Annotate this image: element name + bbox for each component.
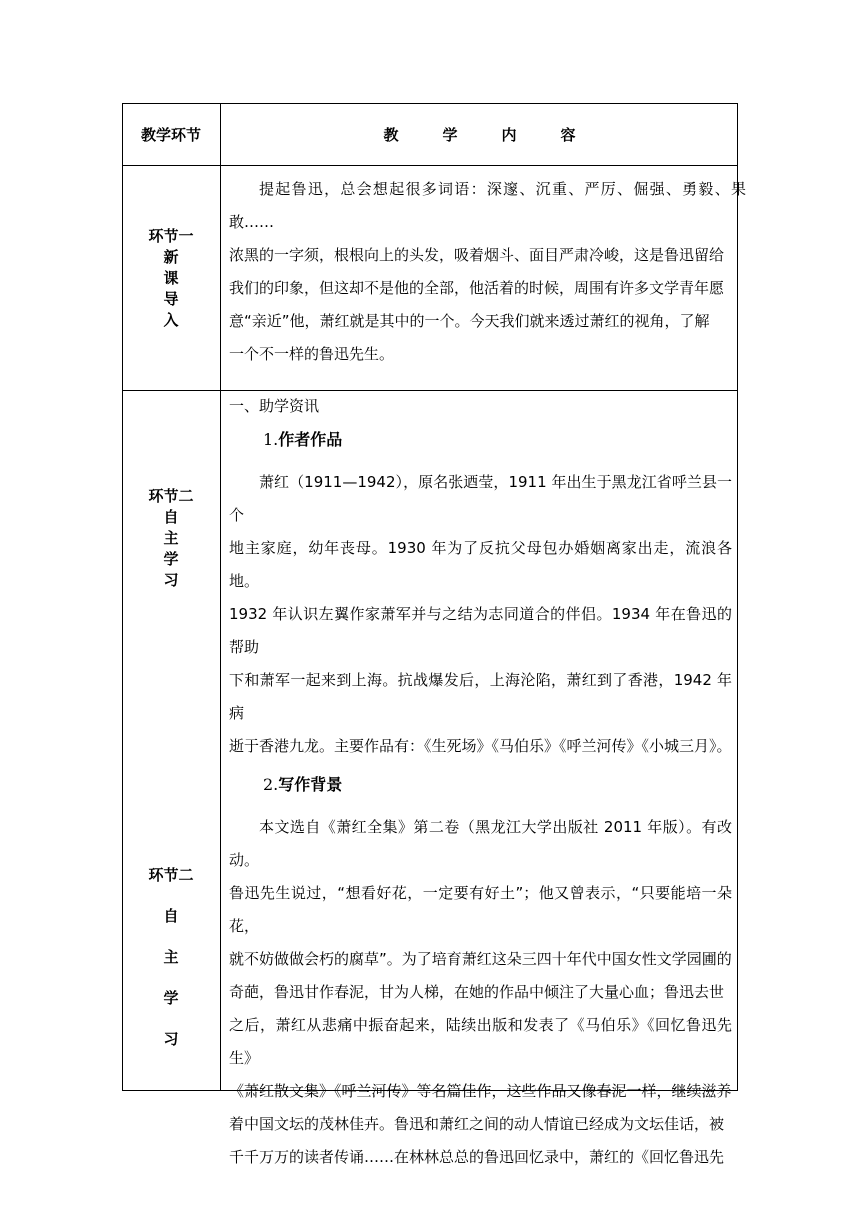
stage2-char: 主 — [163, 948, 179, 966]
subheading-author — [221, 424, 738, 456]
header-char: 教 — [383, 126, 399, 144]
text-line: 地主家庭，幼年丧母。1930 年为了反抗父母包办婚姻离家出走，流浪各地。 — [229, 539, 732, 590]
stage1-label: 环节一 — [148, 226, 194, 245]
stage2-char: 习 — [163, 1030, 179, 1048]
text-line: 下和萧军一起来到上海。抗战爆发后，上海沦陷，萧红到了香港，1942 年病 — [229, 671, 732, 722]
header-char: 容 — [560, 126, 576, 144]
text-line: 本文选自《萧红全集》第二卷（黑龙江大学出版社 2011 年版）。有改动。 — [229, 818, 732, 869]
subheading-title: 写作背景 — [278, 775, 343, 794]
subheading-title: 作者作品 — [278, 430, 343, 449]
text-line: 奇葩，鲁迅甘作春泥，甘为人梯，在她的作品中倾注了大量心血；鲁迅去世 — [229, 983, 725, 1001]
text-line: 着中国文坛的茂林佳卉。鲁迅和萧红之间的动人情谊已经成为文坛佳话，被 — [229, 1115, 725, 1133]
text-line: 提起鲁迅，总会想起很多词语：深邃、沉重、严厉、倔强、勇毅、果敢…… — [229, 180, 746, 231]
text-line: 逝于香港九龙。主要作品有：《生死场》《马伯乐》《呼兰河传》《小城三月》。 — [229, 737, 732, 755]
text-line: 之后，萧红从悲痛中振奋起来，陆续出版和发表了《马伯乐》《回忆鲁迅先生》 — [229, 1016, 732, 1067]
author-paragraph — [221, 466, 738, 763]
stage1-char: 导 — [163, 289, 179, 308]
text-line: 浓黑的一字须，根根向上的头发，吸着烟斗、面目严肃冷峻，这是鲁迅留给 — [229, 246, 725, 264]
stage1-cell — [122, 166, 220, 390]
text-line: 就不妨做做会朽的腐草”。为了培育萧红这朵三四十年代中国女性文学园圃的 — [229, 950, 732, 968]
background-paragraph — [221, 811, 738, 1174]
header-stage-label: 教学环节 — [140, 126, 201, 144]
stage1-char: 新 — [163, 247, 179, 266]
subheading-number: 2. — [263, 775, 279, 794]
stage2-char: 学 — [163, 549, 179, 568]
text-line: 萧红（1911—1942），原名张迺莹，1911 年出生于黑龙江省呼兰县一个 — [229, 473, 732, 524]
stage2-cell-top — [122, 483, 220, 593]
row-divider-stage1 — [122, 390, 738, 391]
header-stage-cell — [122, 104, 220, 165]
text-line: 《萧红散文集》《呼兰河传》等名篇佳作，这些作品又像春泥一样，继续滋养 — [229, 1082, 732, 1100]
stage2-cell-bottom — [122, 855, 220, 1075]
text-line: 我们的印象，但这却不是他的全部，他活着的时候，周围有许多文学青年愿 — [229, 279, 725, 297]
text-line: 1932 年认识左翼作家萧军并与之结为志同道合的伴侣。1934 年在鲁迅的帮助 — [229, 605, 732, 656]
stage2-char: 学 — [163, 989, 179, 1007]
stage2-char: 自 — [163, 907, 179, 925]
stage1-char: 课 — [163, 268, 179, 287]
section-title: 一、助学资讯 — [229, 397, 320, 415]
stage2-content — [221, 394, 738, 1174]
stage2-char: 习 — [163, 570, 179, 589]
stage2-label: 环节二 — [148, 486, 194, 505]
text-line: 千千万万的读者传诵……在林林总总的鲁迅回忆录中，萧红的《回忆鲁迅先 — [229, 1148, 725, 1166]
subheading-number: 1. — [263, 430, 279, 449]
text-line: 一个不一样的鲁迅先生。 — [229, 345, 395, 363]
header-content-cell — [221, 104, 738, 165]
text-line: 鲁迅先生说过，“想看好花，一定要有好土”；他又曾表示，“只要能培一朵花， — [229, 884, 732, 935]
stage1-char: 入 — [163, 310, 179, 329]
stage1-content — [221, 173, 752, 371]
stage2-char: 主 — [163, 528, 179, 547]
stage2-label: 环节二 — [148, 866, 194, 884]
text-line: 意“亲近”他，萧红就是其中的一个。今天我们就来透过萧红的视角，了解 — [229, 312, 710, 330]
stage2-char: 自 — [163, 507, 179, 526]
header-char: 内 — [501, 126, 517, 144]
lesson-table — [122, 103, 746, 1166]
header-char: 学 — [442, 126, 458, 144]
subheading-background — [221, 769, 738, 801]
